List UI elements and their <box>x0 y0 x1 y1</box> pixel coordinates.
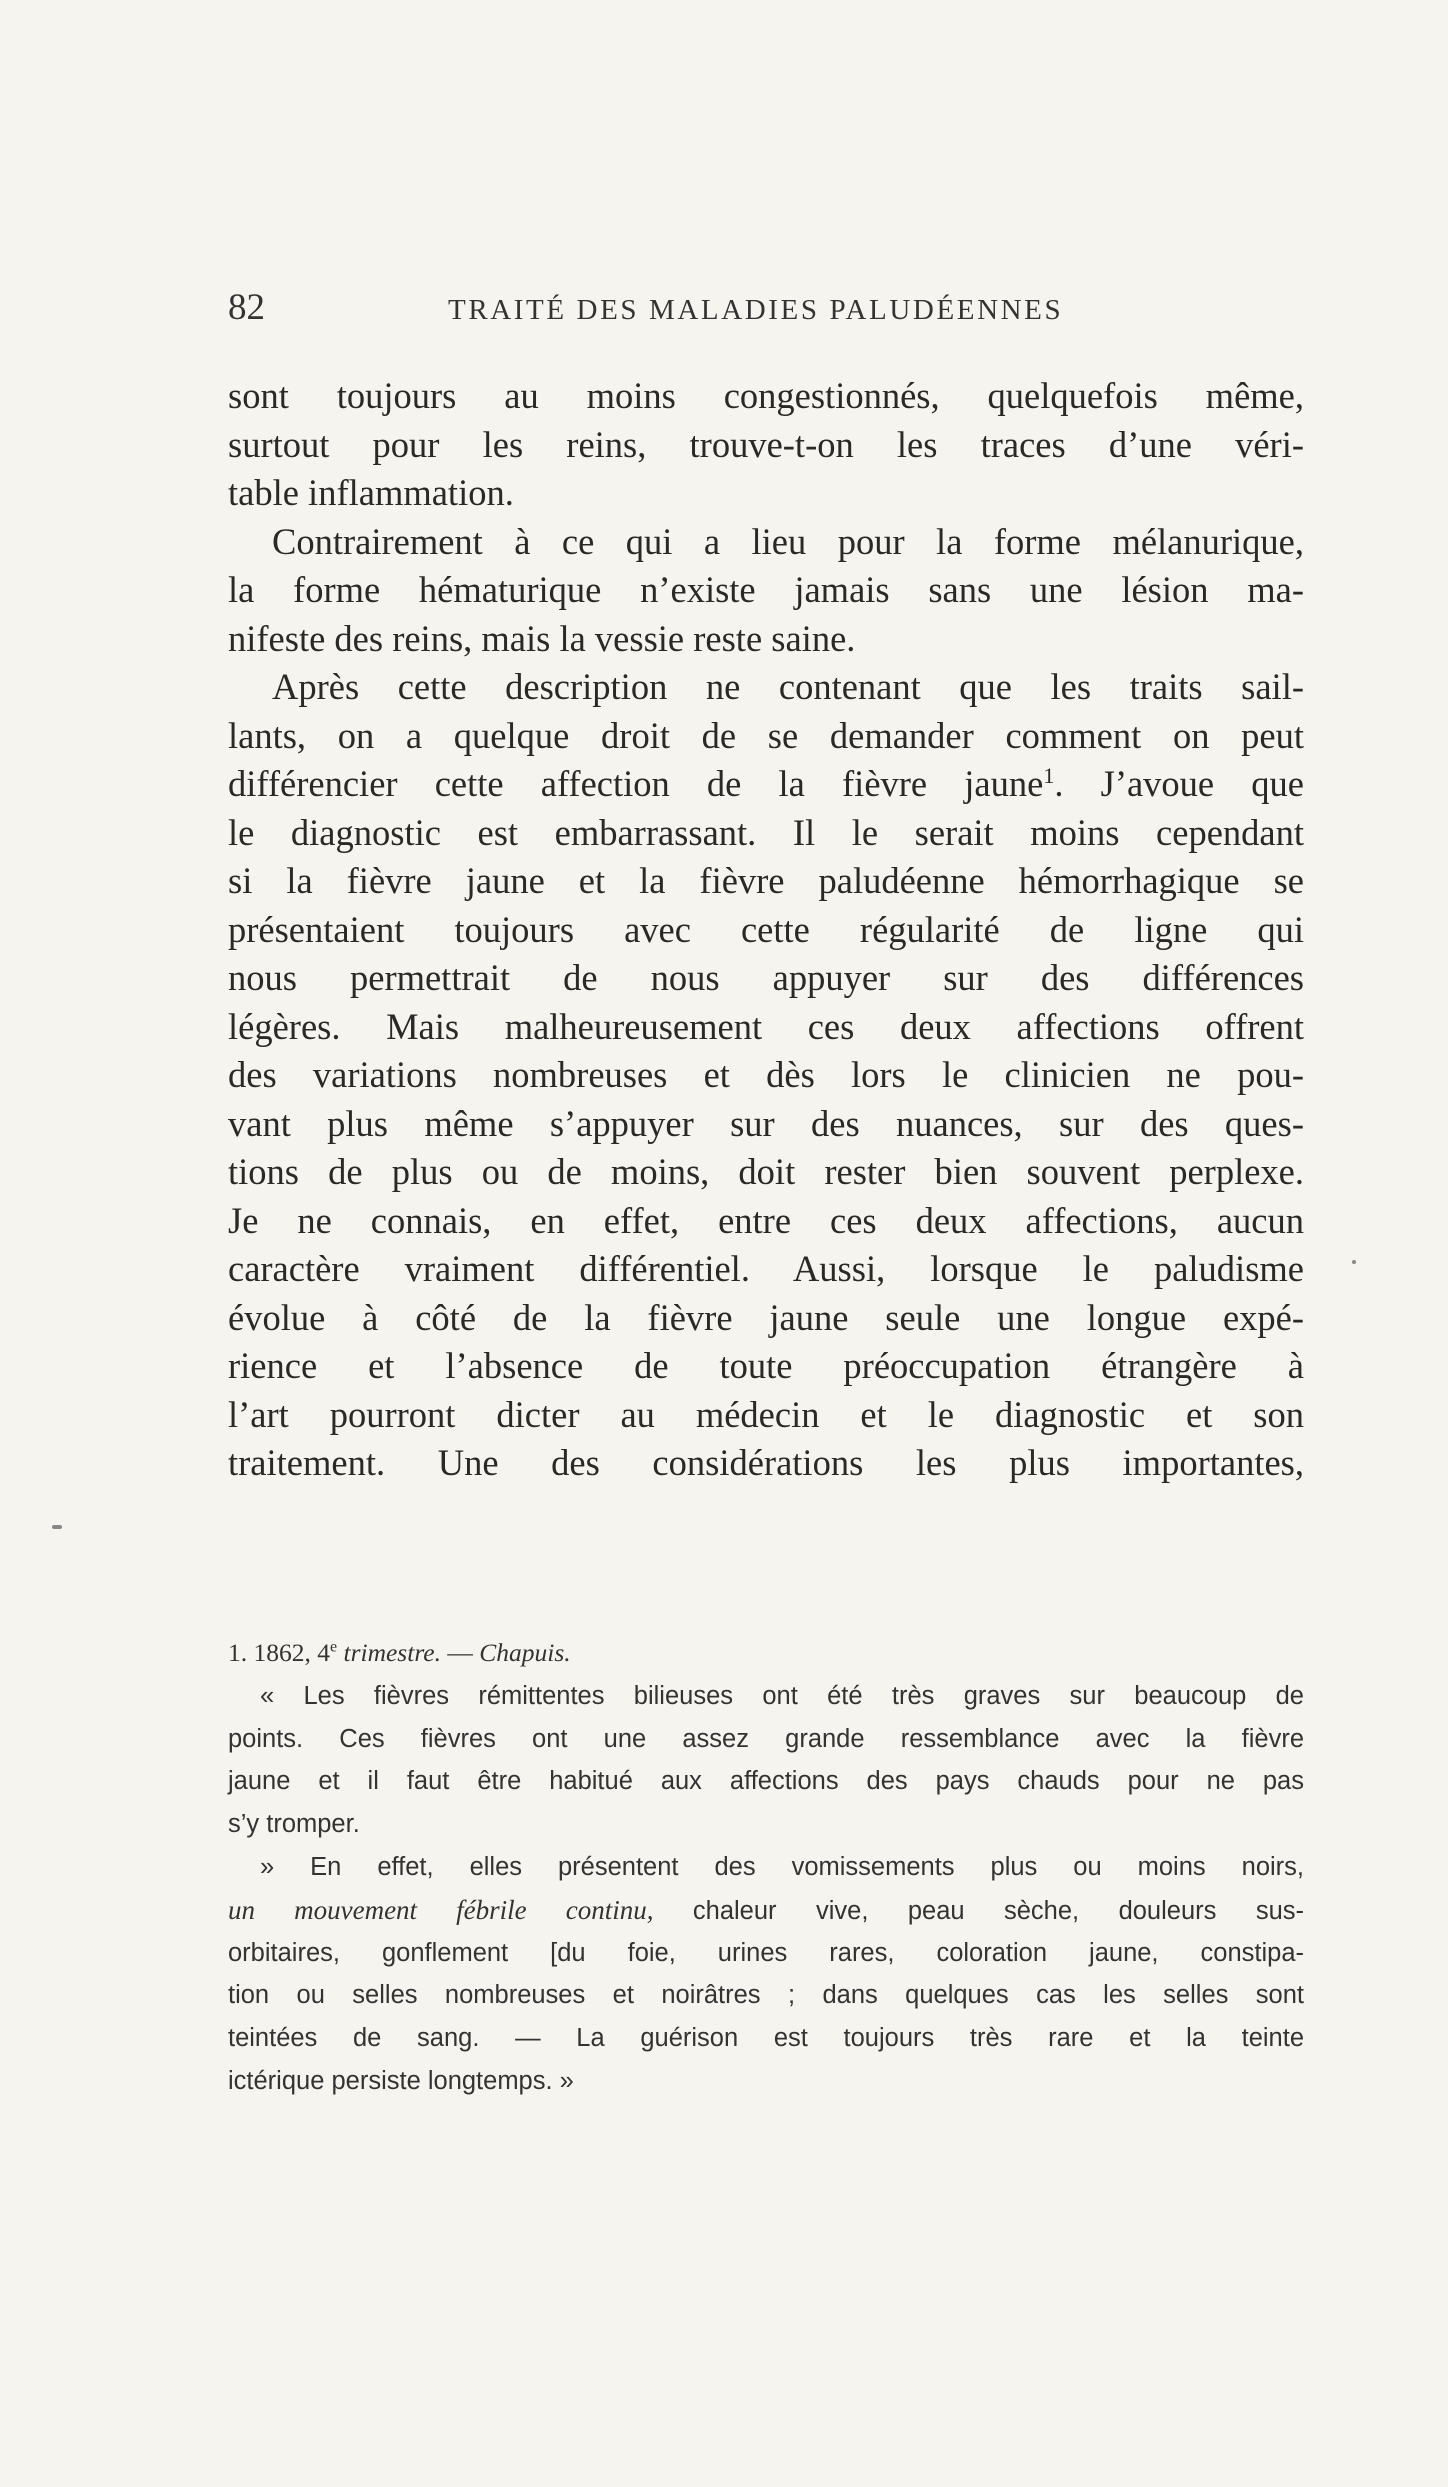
footnote-dash: — <box>447 1638 473 1667</box>
body-line: tions de plus ou de moins, doit rester bien souvent perplexe. <box>228 1151 1304 1192</box>
body-line: si la fièvre jaune et la fièvre paludéenne hémorrhagique se <box>228 860 1304 901</box>
body-line: légères. Mais malheureusement ces deux affections offrent <box>228 1005 1304 1047</box>
body-line: Je ne connais, en effet, entre ces deux affections, aucun <box>228 1199 1304 1241</box>
page-speck <box>52 1525 62 1529</box>
body-line: l’art pourront dicter au médecin et le diagnostic et son <box>228 1393 1304 1435</box>
footnote <box>228 1632 1304 2103</box>
body-line: Après cette description ne contenant que les traits sail- <box>272 666 1304 707</box>
body-line-text: . J’avoue que <box>1054 763 1304 804</box>
body-line: surtout pour les reins, trouve-t-on les traces d’une véri- <box>228 423 1304 465</box>
body-line: la forme hématurique n’existe jamais sans une lésion ma- <box>228 569 1304 610</box>
footnote-italic-phrase: un mouvement fébrile continu, <box>228 1894 654 1925</box>
body-line: sont toujours au moins congestionnés, quelquefois même, <box>228 375 1304 416</box>
body-line-text: différencier cette affection de la fièvre jaune <box>228 763 1044 804</box>
page-number: 82 <box>228 287 265 328</box>
footnote-marker[interactable]: 1 <box>1043 762 1055 788</box>
footnote-line-text: chaleur vive, peau sèche, douleurs sus- <box>692 1896 1304 1925</box>
footnote-line: ictérique persiste longtemps. » <box>228 2066 574 2095</box>
footnote-line: orbitaires, gonflement [du foie, urines rares, coloration jaune, constipa- <box>228 1938 1304 1967</box>
footnote-trimestre: trimestre. <box>343 1638 441 1667</box>
footnote-line: « Les fièvres rémittentes bilieuses ont été très graves sur beaucoup de <box>260 1681 1304 1710</box>
body-line: nifeste des reins, mais la vessie reste saine. <box>228 617 856 659</box>
page-speck <box>1352 1260 1356 1264</box>
footnote-citation <box>228 1632 1304 1675</box>
running-title: TRAITÉ DES MALADIES PALUDÉENNES <box>448 294 1064 326</box>
body-line: lants, on a quelque droit de se demander comment on peut <box>228 714 1304 756</box>
footnote-line: » En effet, elles présentent des vomissements plus ou moins noirs, <box>260 1852 1304 1881</box>
footnote-line: points. Ces fièvres ont une assez grande ressemblance avec la fièvre <box>228 1724 1304 1753</box>
body-line: des variations nombreuses et dès lors le clinicien ne pou- <box>228 1054 1304 1095</box>
body-line-with-footnote <box>228 760 1304 809</box>
footnote-author: Chapuis. <box>479 1638 571 1667</box>
running-head <box>228 280 1090 340</box>
footnote-line: jaune et il faut être habitué aux affections des pays chauds pour ne pas <box>228 1767 1304 1796</box>
footnote-date: 1862, 4 <box>253 1638 330 1667</box>
body-line: nous permettrait de nous appuyer sur des différences <box>228 957 1304 998</box>
body-line: présentaient toujours avec cette régularité de ligne qui <box>228 908 1304 950</box>
body-line: Contrairement à ce qui a lieu pour la forme mélanurique, <box>272 520 1304 562</box>
body-line: le diagnostic est embarrassant. Il le serait moins cependant <box>228 811 1304 853</box>
body-line: traitement. Une des considérations les plus importantes, <box>228 1442 1304 1483</box>
body-line: vant plus même s’appuyer sur des nuances, sur des ques- <box>228 1102 1304 1144</box>
footnote-line: teintées de sang. — La guérison est toujours très rare et la teinte <box>228 2024 1304 2053</box>
footnote-number: 1. <box>228 1638 248 1667</box>
body-line: rience et l’absence de toute préoccupation étrangère à <box>228 1345 1304 1386</box>
footnote-line: s’y tromper. <box>228 1810 360 1839</box>
body-line: caractère vraiment différentiel. Aussi, lorsque le paludisme <box>228 1248 1304 1289</box>
footnote-date-sup: e <box>330 1638 338 1656</box>
footnote-line: tion ou selles nombreuses et noirâtres ; dans quelques cas les selles sont <box>228 1981 1304 2010</box>
body-line: évolue à côté de la fièvre jaune seule une longue expé- <box>228 1296 1304 1338</box>
body-line: table inflammation. <box>228 472 514 513</box>
footnote-line-with-italic <box>228 1889 1304 1932</box>
body-text <box>228 372 1304 1488</box>
